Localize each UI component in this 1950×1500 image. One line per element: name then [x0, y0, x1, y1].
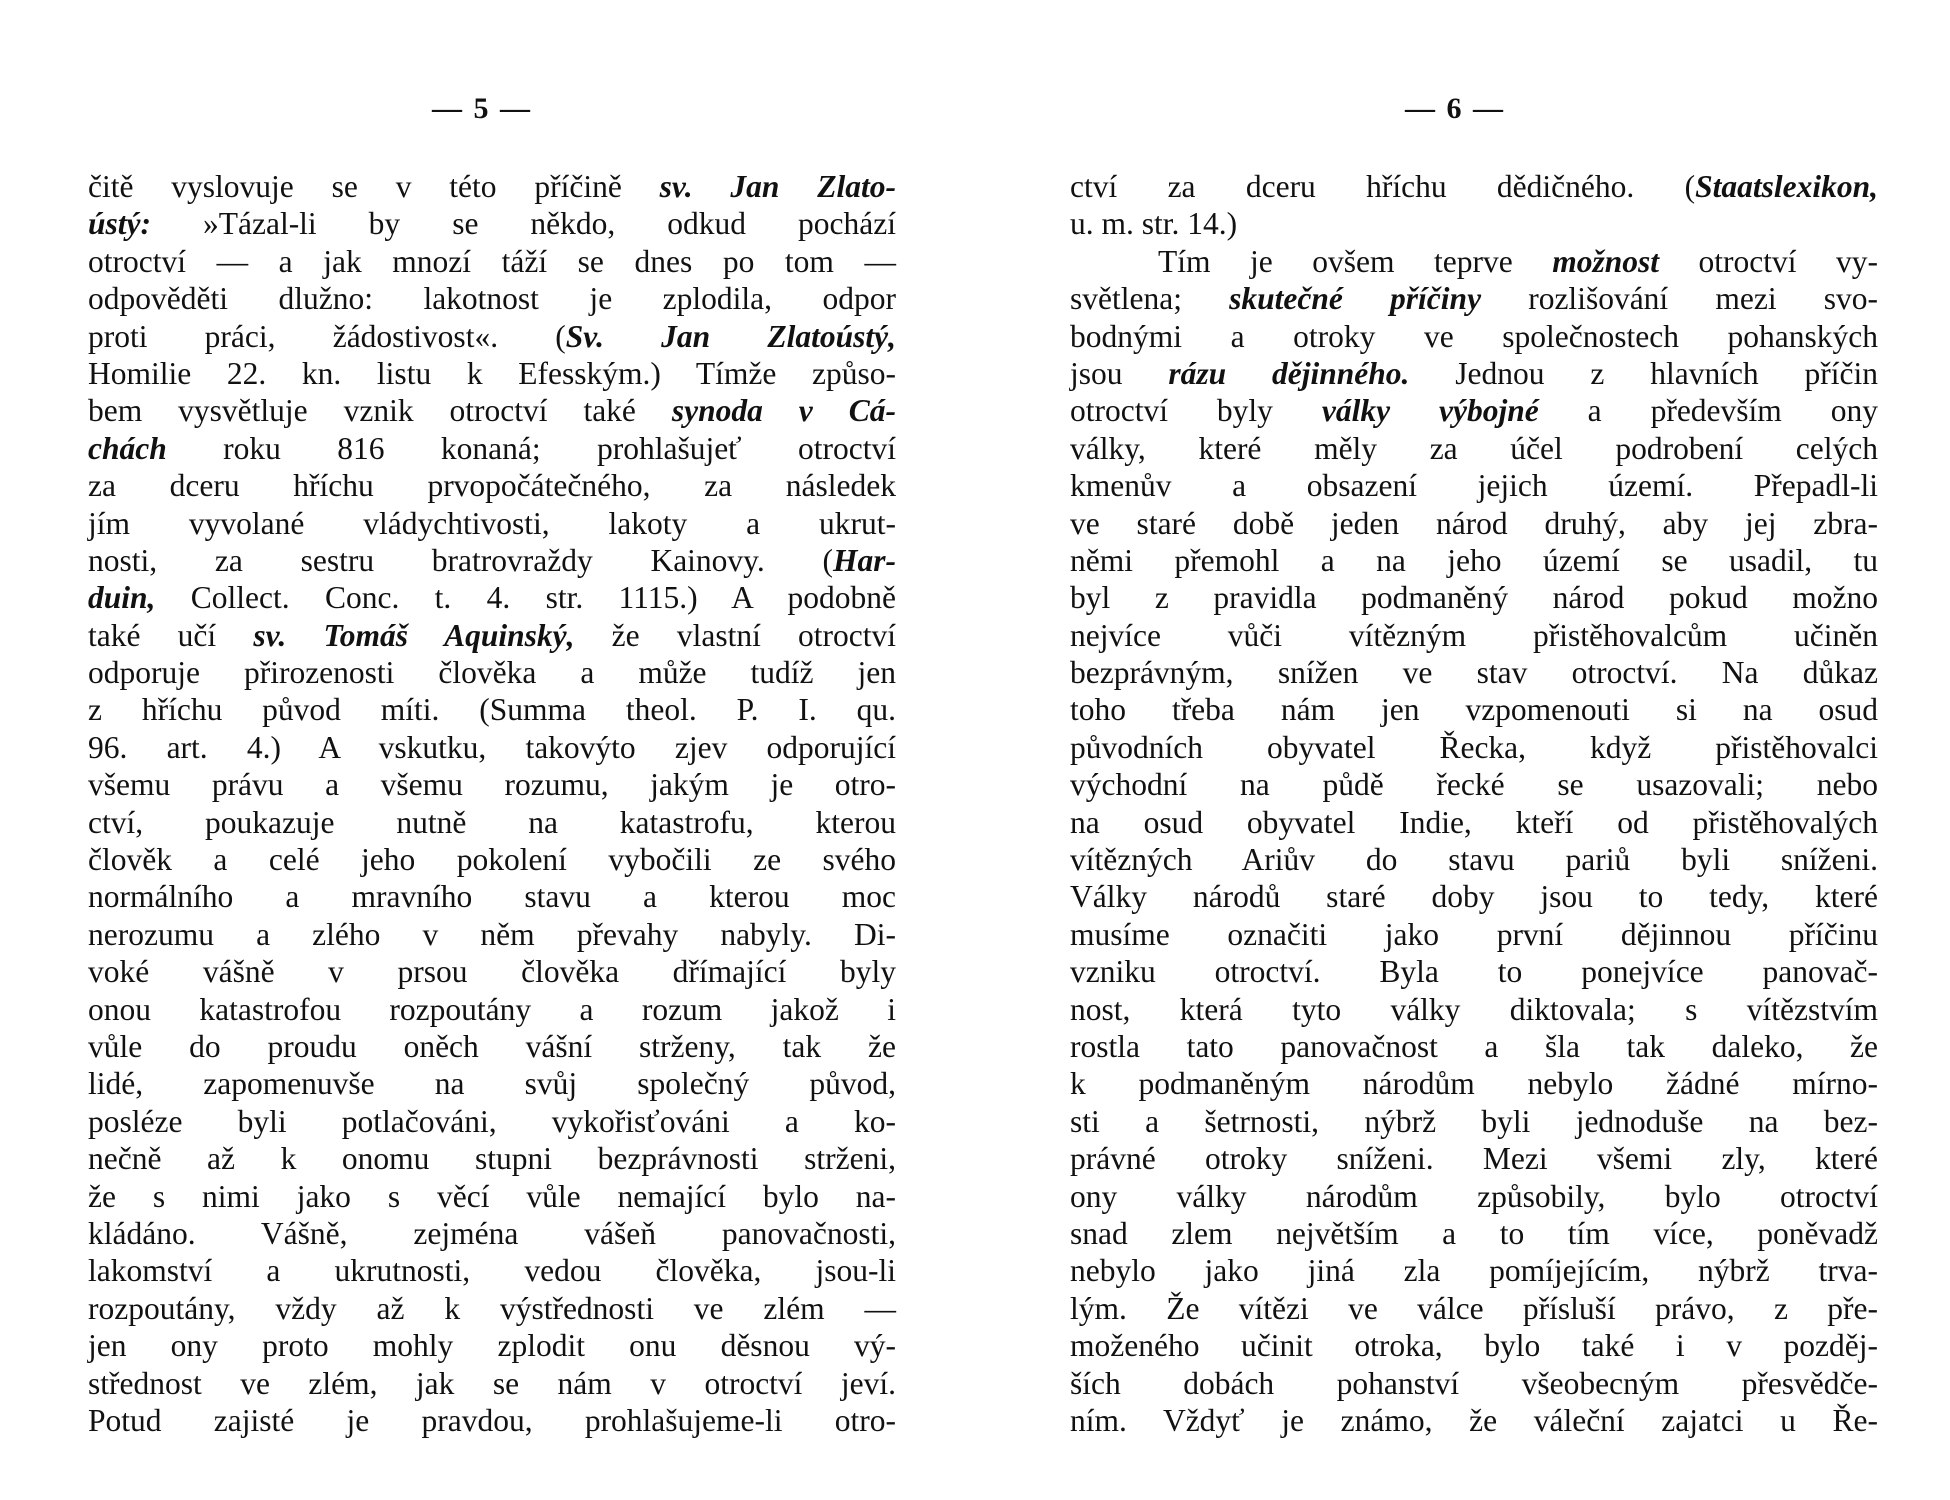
text-segment: ním. Vždyť je známo, že váleční zajatci u Ře-: [1070, 1402, 1878, 1438]
text-segment: nosti, za sestru bratrovraždy Kainovy. (: [88, 542, 833, 578]
text-segment: jím vyvolané vládychtivosti, lakoty a ukrut-: [88, 505, 896, 541]
text-line: [1070, 1252, 1878, 1289]
text-segment: Homilie 22. kn. listu k Efesským.) Tímže způso-: [88, 355, 896, 391]
text-line: [88, 542, 896, 579]
emphasized-text: Sv. Jan Zlatoústý,: [565, 318, 897, 354]
text-segment: posléze byli potlačováni, vykořisťováni a ko-: [88, 1103, 896, 1139]
text-segment: nerozumu a zlého v něm převahy nabyly. Di-: [88, 916, 896, 952]
text-segment: Tím je ovšem teprve: [1158, 243, 1553, 279]
text-segment: kmenův a obsazení jejich území. Přepadl-li: [1070, 468, 1878, 504]
text-line: [1070, 318, 1878, 355]
text-line: [88, 766, 896, 803]
text-line: [88, 280, 896, 317]
text-line: [88, 579, 896, 616]
text-segment: ctví za dceru hříchu dědičného. (: [1070, 169, 1696, 204]
emphasized-text: možnost: [1552, 243, 1660, 279]
text-line: [88, 1103, 896, 1140]
text-line: [1070, 1327, 1878, 1364]
text-segment: voké vášně v prsou člověka dřímající byly: [88, 954, 896, 990]
text-line: [88, 243, 896, 280]
page-text: [1070, 168, 1878, 1439]
text-segment: nebylo jako jiná zla pomíjejícím, nýbrž trva-: [1070, 1253, 1878, 1289]
text-segment: člověk a celé jeho pokolení vybočili ze svého: [88, 842, 896, 878]
text-segment: bezprávným, snížen ve stav otroctví. Na důkaz: [1070, 655, 1878, 691]
text-segment: na osud obyvatel Indie, kteří od přistěhovalých: [1070, 804, 1878, 840]
text-line: [88, 729, 896, 766]
text-line: [88, 505, 896, 542]
text-line: [88, 1252, 896, 1289]
text-segment: onou katastrofou rozpoutány a rozum jakož i: [88, 991, 896, 1027]
text-line: [1070, 729, 1878, 766]
text-segment: rostla tato panovačnost a šla tak daleko, že: [1070, 1028, 1878, 1064]
text-segment: odporuje přirozenosti člověka a může tudíž jen: [88, 655, 896, 691]
text-line: [1070, 1028, 1878, 1065]
text-segment: lidé, zapomenuvše na svůj společný původ,: [88, 1066, 896, 1102]
text-segment: jsou: [1070, 355, 1169, 391]
text-segment: a především ony: [1538, 393, 1878, 429]
text-segment: za dceru hříchu prvopočátečného, za následek: [88, 468, 896, 504]
text-line: [1070, 953, 1878, 990]
text-line: [1070, 467, 1878, 504]
text-line: [1070, 1178, 1878, 1215]
emphasized-text: chách: [88, 430, 167, 466]
text-segment: kládáno. Vášně, zejména vášeň panovačnosti,: [88, 1215, 896, 1251]
text-segment: musíme označiti jako první dějinnou příčinu: [1070, 916, 1878, 952]
text-line: [88, 991, 896, 1028]
text-segment: toho třeba nám jen vzpomenouti si na osud: [1070, 692, 1878, 728]
text-line: [1070, 579, 1878, 616]
text-segment: ších dobách pohanství všeobecným přesvědče-: [1070, 1365, 1878, 1401]
text-segment: že vlastní otroctví: [574, 617, 896, 653]
text-segment: 96. art. 4.) A vskutku, takovýto zjev odporující: [88, 729, 896, 765]
page-number: — 6 —: [1405, 92, 1505, 125]
text-segment: Potud zajisté je pravdou, prohlašujeme-li otro-: [88, 1402, 896, 1438]
text-segment: světlena;: [1070, 281, 1230, 317]
text-line: [88, 168, 896, 205]
text-line: [88, 841, 896, 878]
text-segment: roku 816 konaná; prohlašujeť otroctví: [166, 430, 896, 466]
text-segment: sti a šetrnosti, nýbrž byli jednoduše na bez-: [1070, 1103, 1878, 1139]
text-segment: byl z pravidla podmaněný národ pokud možno: [1070, 580, 1878, 616]
text-segment: ctví, poukazuje nutně na katastrofu, kterou: [88, 804, 896, 840]
text-segment: Války národů staré doby jsou to tedy, které: [1070, 879, 1878, 915]
text-line: [1070, 205, 1878, 242]
text-segment: Jednou z hlavních příčin: [1409, 355, 1878, 391]
text-segment: k podmaněným národům nebylo žádné mírno-: [1070, 1066, 1878, 1102]
emphasized-text: Staatslexikon,: [1695, 169, 1878, 204]
text-segment: všemu právu a všemu rozumu, jakým je otro-: [88, 767, 896, 803]
text-line: [1070, 878, 1878, 915]
text-segment: otroctví vy-: [1659, 243, 1878, 279]
text-line: [88, 953, 896, 990]
text-line: [88, 1065, 896, 1102]
text-segment: bodnými a otroky ve společnostech pohanských: [1070, 318, 1878, 354]
text-segment: rozpoutány, vždy až k výstřednosti ve zlém —: [88, 1290, 896, 1326]
text-segment: také učí: [88, 617, 254, 653]
text-segment: čitě vyslovuje se v této příčině: [88, 169, 660, 204]
text-segment: rozlišování mezi svo-: [1481, 281, 1878, 317]
text-segment: lým. Že vítězi ve válce přísluší právo, z pře-: [1070, 1290, 1878, 1326]
text-segment: nečně až k onomu stupni bezprávnosti strženi,: [88, 1141, 896, 1177]
emphasized-text: Har-: [833, 542, 896, 578]
text-segment: »Tázal-li by se někdo, odkud pochází: [151, 206, 896, 242]
text-segment: lakomství a ukrutnosti, vedou člověka, jsou-li: [88, 1253, 896, 1289]
emphasized-text: duin,: [88, 580, 156, 616]
page-number: — 5 —: [432, 92, 532, 125]
text-segment: němi přemohl a na jeho území se usadil, tu: [1070, 542, 1878, 578]
emphasized-text: sv. Jan Zlato-: [659, 169, 897, 204]
text-segment: u. m. str. 14.): [1070, 206, 1238, 242]
text-segment: otroctví byly: [1070, 393, 1322, 429]
text-segment: vítězných Ariův do stavu pariů byli sníženi.: [1070, 842, 1878, 878]
text-line: [1070, 392, 1878, 429]
text-segment: proti práci, žádostivost«. (: [88, 318, 566, 354]
text-segment: bem vysvětluje vznik otroctví také: [88, 393, 672, 429]
text-line: [1070, 654, 1878, 691]
text-line: [1070, 1215, 1878, 1252]
text-line: [1070, 168, 1878, 205]
text-line: [88, 1028, 896, 1065]
text-line: [1070, 1290, 1878, 1327]
text-line: [1070, 1103, 1878, 1140]
page-text: [88, 168, 896, 1439]
text-segment: ony války národům způsobily, bylo otroctví: [1070, 1178, 1878, 1214]
text-segment: moženého učinit otroka, bylo také i v pozděj-: [1070, 1328, 1878, 1364]
right-page: [975, 0, 1950, 1500]
text-line: [1070, 991, 1878, 1028]
text-line: [88, 1178, 896, 1215]
text-segment: východní na půdě řecké se usazovali; nebo: [1070, 767, 1878, 803]
text-line: [88, 1365, 896, 1402]
text-segment: Collect. Conc. t. 4. str. 1115.) A podobně: [155, 580, 896, 616]
text-line: [88, 1290, 896, 1327]
text-line: [88, 1140, 896, 1177]
text-segment: z hříchu původ míti. (Summa theol. P. I. qu.: [88, 692, 896, 728]
text-line: [88, 617, 896, 654]
text-line: [88, 392, 896, 429]
text-line: [88, 1402, 896, 1439]
text-segment: jen ony proto mohly zplodit onu děsnou vý-: [88, 1328, 896, 1364]
text-line: [1070, 916, 1878, 953]
text-line: [1070, 280, 1878, 317]
emphasized-text: ústý:: [88, 206, 151, 242]
text-segment: normálního a mravního stavu a kterou moc: [88, 879, 896, 915]
emphasized-text: synoda v Cá-: [671, 393, 896, 429]
emphasized-text: sv. Tomáš Aquinský,: [253, 617, 575, 653]
text-segment: otroctví — a jak mnozí táží se dnes po tom —: [88, 243, 896, 279]
emphasized-text: skutečné příčiny: [1229, 281, 1482, 317]
text-segment: střednost ve zlém, jak se nám v otroctví jeví.: [88, 1365, 896, 1401]
text-segment: právné otroky sníženi. Mezi všemi zly, které: [1070, 1141, 1878, 1177]
text-segment: vzniku otroctví. Byla to ponejvíce panovač-: [1070, 954, 1878, 990]
text-segment: nejvíce vůči vítězným přistěhovalcům učiněn: [1070, 617, 1878, 653]
text-line: [88, 1215, 896, 1252]
text-line: [1070, 766, 1878, 803]
text-line: [1070, 243, 1878, 280]
text-line: [88, 205, 896, 242]
text-segment: že s nimi jako s věcí vůle nemající bylo na-: [88, 1178, 896, 1214]
text-line: [88, 878, 896, 915]
text-line: [88, 430, 896, 467]
text-line: [1070, 1065, 1878, 1102]
text-line: [1070, 841, 1878, 878]
emphasized-text: války výbojné: [1321, 393, 1539, 429]
text-line: [88, 691, 896, 728]
text-line: [1070, 505, 1878, 542]
text-line: [1070, 542, 1878, 579]
text-line: [88, 467, 896, 504]
text-segment: původních obyvatel Řecka, když přistěhovalci: [1070, 729, 1878, 765]
text-line: [88, 654, 896, 691]
emphasized-text: rázu dějinného.: [1168, 355, 1410, 391]
text-segment: vůle do proudu oněch vášní strženy, tak že: [88, 1028, 896, 1064]
text-line: [88, 916, 896, 953]
text-line: [88, 355, 896, 392]
text-line: [88, 1327, 896, 1364]
text-segment: snad zlem největším a to tím více, poněvadž: [1070, 1215, 1878, 1251]
text-line: [1070, 1402, 1878, 1439]
text-line: [1070, 430, 1878, 467]
text-line: [88, 804, 896, 841]
text-segment: nost, která tyto války diktovala; s vítězstvím: [1070, 991, 1878, 1027]
text-segment: odpověděti dlužno: lakotnost je zplodila, odpor: [88, 281, 896, 317]
text-line: [1070, 1140, 1878, 1177]
text-segment: ve staré době jeden národ druhý, aby jej zbra-: [1070, 505, 1878, 541]
text-segment: války, které měly za účel podrobení celých: [1070, 430, 1878, 466]
text-line: [1070, 1365, 1878, 1402]
text-line: [1070, 691, 1878, 728]
text-line: [88, 318, 896, 355]
text-line: [1070, 355, 1878, 392]
text-line: [1070, 617, 1878, 654]
text-line: [1070, 804, 1878, 841]
